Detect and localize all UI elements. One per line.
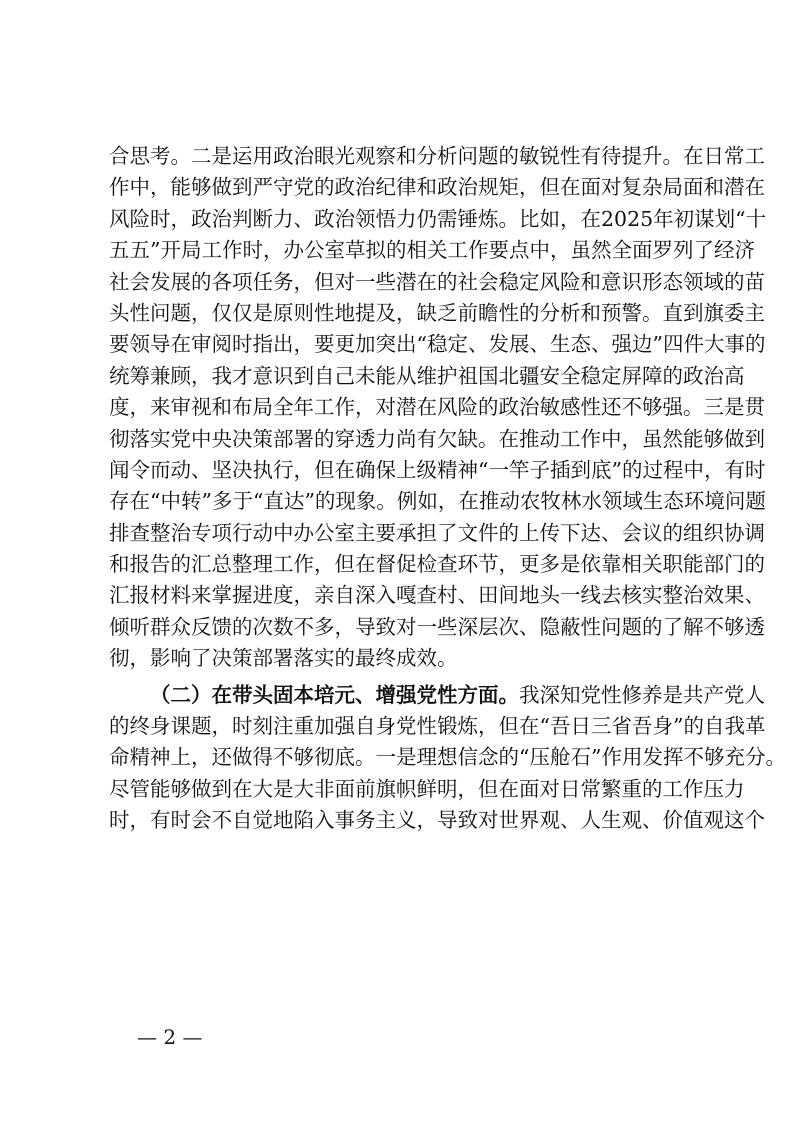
text-line: 社会发展的各项任务，但对一些潜在的社会稳定风险和意识形态领域的苗 [109,269,765,294]
text-line: 度，来审视和布局全年工作，对潜在风险的政治敏感性还不够强。三是贯 [109,395,765,420]
text-line: 要领导在审阅时指出，要更加突出“稳定、发展、生态、强边”四件大事的 [109,332,766,357]
text-line: 时，有时会不自觉地陷入事务主义，导致对世界观、人生观、价值观这个 [109,808,765,833]
text-line: 汇报材料来掌握进度，亲自深入嘎查村、田间地头一线去核实整治效果、 [109,583,765,608]
text-line [109,680,765,711]
paragraph-2 [109,680,786,837]
text-line: 五五”开局工作时，办公室草拟的相关工作要点中，虽然全面罗列了经济 [109,238,755,263]
text-line: 作中，能够做到严守党的政治纪律和政治规矩，但在面对复杂局面和潜在 [109,175,765,200]
text-line: 倾听群众反馈的次数不多，导致对一些深层次、隐蔽性问题的了解不够透 [109,614,765,639]
page-number: — 2 — [137,1025,203,1049]
text-line: 闻令而动、坚决执行，但在确保上级精神“一竿子插到底”的过程中，有时 [109,457,766,482]
text-line: 彻，影响了决策部署落实的最终成效。 [109,646,458,671]
text-line: 和报告的汇总整理工作，但在督促检查环节，更多是依靠相关职能部门的 [109,552,765,577]
text-line: 存在“中转”多于“直达”的现象。例如，在推动农牧林水领域生态环境问题 [109,489,766,514]
text-line: 合思考。二是运用政治眼光观察和分析问题的敏锐性有待提升。在日常工 [109,144,765,168]
section-text: 我深知党性修养是共产党人 [519,682,765,707]
text-line: 统筹兼顾，我才意识到自己未能从维护祖国北疆安全稳定屏障的政治高 [109,363,745,388]
text-line: 命精神上，还做得不够彻底。一是理想信念的“压舱石”作用发挥不够充分。 [109,745,786,770]
text-line: 的终身课题，时刻注重加强自身党性锻炼，但在“吾日三省吾身”的自我革 [109,714,766,739]
text-line: 排查整治专项行动中办公室主要承担了文件的上传下达、会议的组织协调 [109,520,765,545]
text-line: 风险时，政治判断力、政治领悟力仍需锤炼。比如，在2025年初谋划“十 [109,206,767,231]
text-line: 头性问题，仅仅是原则性地提及，缺乏前瞻性的分析和预警。直到旗委主 [109,300,765,325]
paragraph-1 [109,141,767,675]
text-line: 彻落实党中央决策部署的穿透力尚有欠缺。在推动工作中，虽然能够做到 [109,426,765,451]
text-line: 尽管能够做到在大是大非面前旗帜鲜明，但在面对日常繁重的工作压力 [109,776,745,801]
body-text [109,141,786,837]
section-heading: （二）在带头固本培元、增强党性方面。 [150,682,519,707]
